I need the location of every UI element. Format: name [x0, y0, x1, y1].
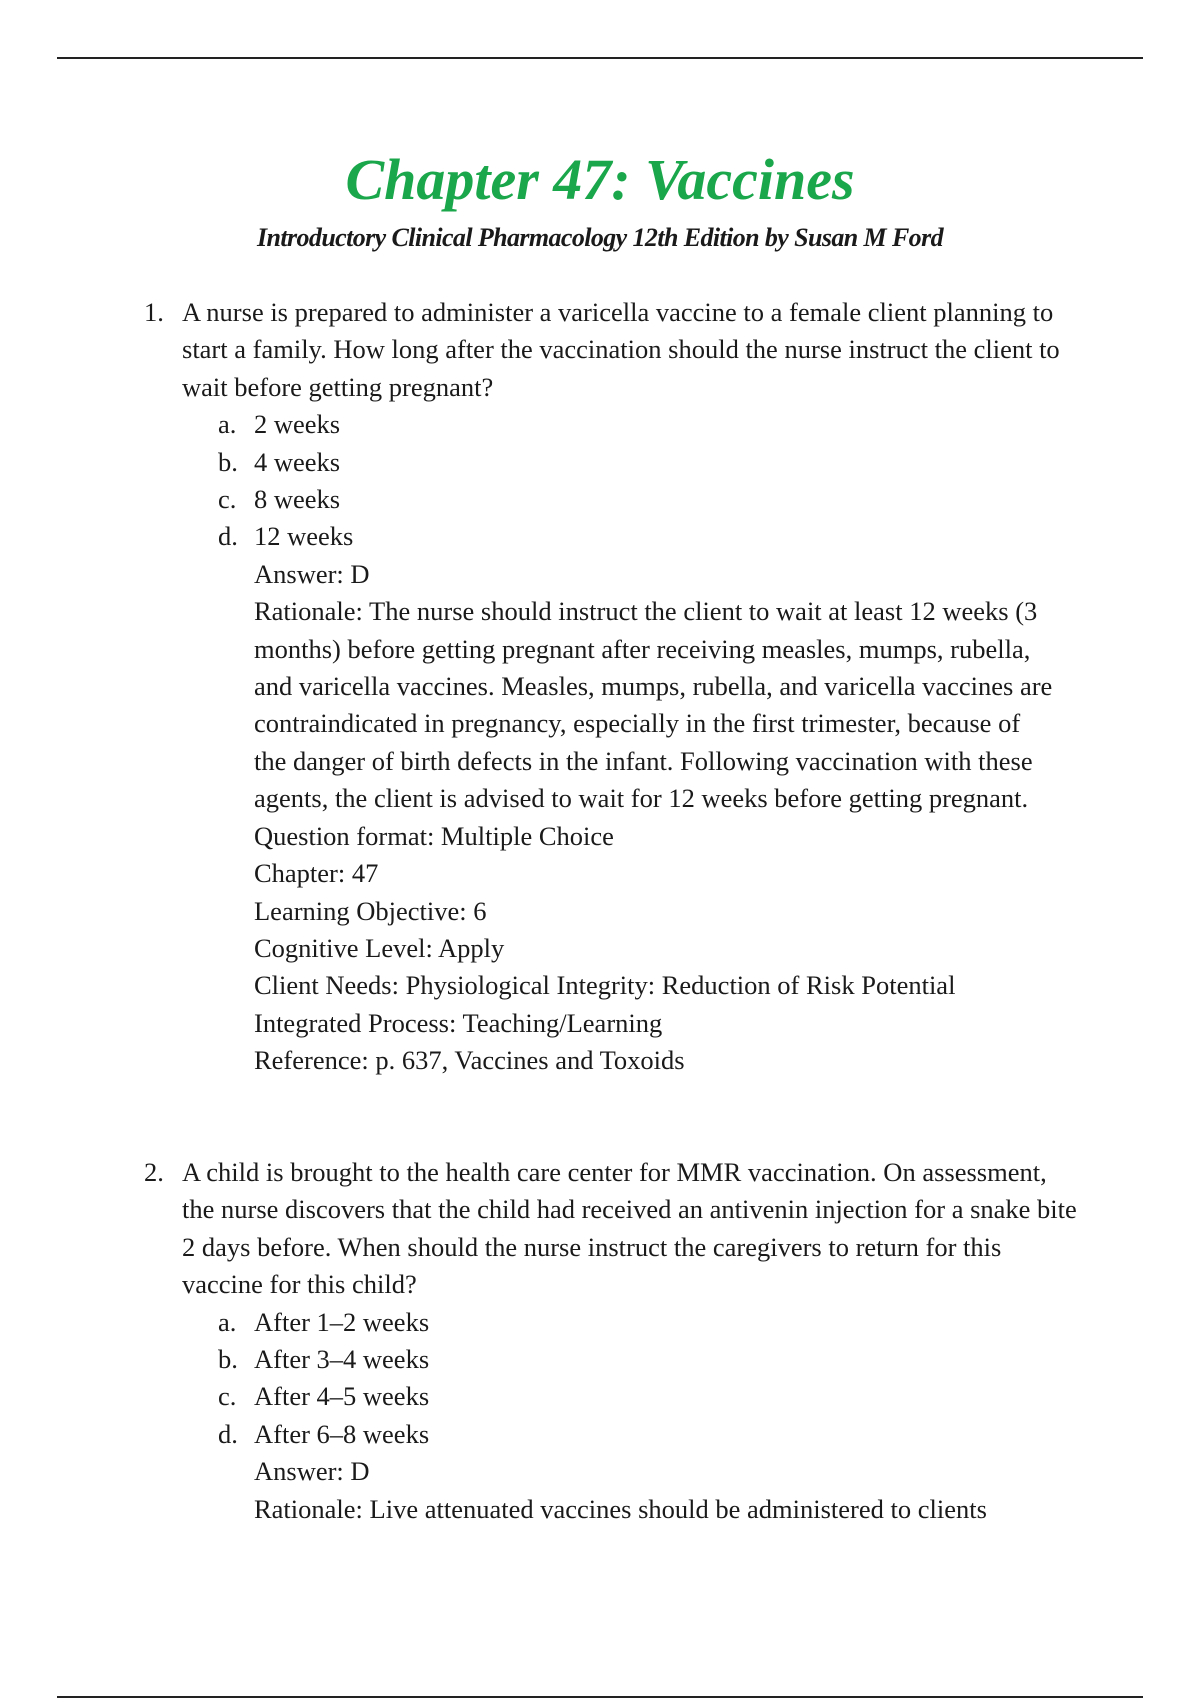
option-text: After 1–2 weeks	[254, 1306, 430, 1337]
chapter: Chapter: 47	[254, 858, 379, 889]
option-b	[218, 444, 1084, 481]
chapter-title: Chapter 47: Vaccines	[345, 147, 855, 212]
option-text: 12 weeks	[254, 521, 354, 552]
option-text: 2 weeks	[254, 409, 341, 440]
question-format: Question format: Multiple Choice	[254, 820, 614, 851]
answer: Answer: D	[254, 558, 370, 589]
question-number: 1.	[144, 297, 164, 327]
option-c	[218, 1378, 1084, 1415]
option-letter: b.	[218, 446, 238, 477]
question-number: 2.	[144, 1157, 164, 1187]
integrated-process: Integrated Process: Teaching/Learning	[254, 1007, 663, 1038]
bottom-rule	[57, 1696, 1143, 1698]
question-1-stem-row	[144, 294, 1084, 406]
option-c	[218, 481, 1084, 518]
answer-options	[218, 1304, 1084, 1454]
option-b	[218, 1341, 1084, 1378]
question-stem: A nurse is prepared to administer a varicella vaccine to a female client planning to start a family. How long after the vaccination should the nurse instruct the client to wait before getting pregnant?	[182, 297, 1060, 402]
option-text: 4 weeks	[254, 446, 341, 477]
option-d	[218, 518, 1084, 555]
option-letter: a.	[218, 1306, 237, 1337]
top-rule	[57, 57, 1143, 59]
option-letter: d.	[218, 1418, 238, 1449]
option-d	[218, 1416, 1084, 1453]
option-text: After 4–5 weeks	[254, 1381, 430, 1412]
question-stem: A child is brought to the health care center for MMR vaccination. On assessment, the nurse discovers that the child had received an antivenin injection for a snake bite 2 days before. When should the nurse instruct the caregivers to return for this vaccine for this child?	[182, 1157, 1077, 1300]
option-a	[218, 1304, 1084, 1341]
question-2	[144, 1154, 1084, 1528]
rationale: Rationale: Live attenuated vaccines should be administered to clients	[254, 1493, 987, 1524]
option-text: After 3–4 weeks	[254, 1344, 430, 1375]
option-letter: d.	[218, 521, 238, 552]
answer-details	[254, 556, 1054, 1080]
learning-objective: Learning Objective: 6	[254, 895, 487, 926]
option-letter: a.	[218, 409, 237, 440]
answer-options	[218, 406, 1084, 556]
question-1	[144, 294, 1084, 1080]
cognitive-level: Cognitive Level: Apply	[254, 932, 505, 963]
client-needs: Client Needs: Physiological Integrity: Reduction of Risk Potential	[254, 970, 956, 1001]
answer-details	[254, 1453, 1054, 1528]
answer: Answer: D	[254, 1456, 370, 1487]
option-letter: c.	[218, 1381, 237, 1412]
option-text: After 6–8 weeks	[254, 1418, 430, 1449]
question-2-stem-row	[144, 1154, 1084, 1304]
option-letter: c.	[218, 484, 237, 515]
option-text: 8 weeks	[254, 484, 341, 515]
option-a	[218, 406, 1084, 443]
rationale: Rationale: The nurse should instruct the client to wait at least 12 weeks (3 months) before getting pregnant after receiving measles, mumps, rubella, and varicella vaccines. Measles, mumps, rubella, and varicella vaccines are contraindicated in pregnancy, especially in the first trimester, because of the danger of birth defects in the infant. Following vaccination with these agents, the client is advised to wait for 12 weeks before getting pregnant.	[254, 596, 1053, 814]
book-subtitle: Introductory Clinical Pharmacology 12th Edition by Susan M Ford	[257, 223, 943, 252]
reference: Reference: p. 637, Vaccines and Toxoids	[254, 1045, 685, 1076]
option-letter: b.	[218, 1344, 238, 1375]
